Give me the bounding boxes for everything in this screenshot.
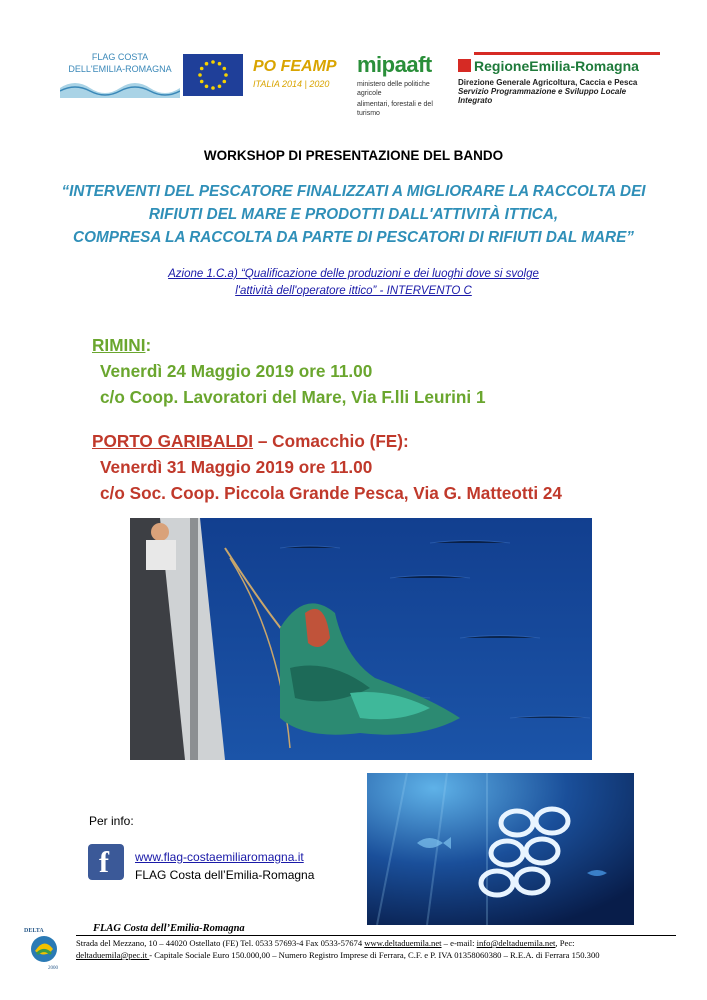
flag-name: FLAG Costa dell’Emilia-Romagna xyxy=(135,868,315,882)
rer-red-bar xyxy=(474,52,660,55)
wave-icon xyxy=(60,76,180,98)
azione-subtitle xyxy=(0,266,707,300)
event-rimini xyxy=(92,332,486,410)
bando-line1: “INTERVENTI DEL PESCATORE FINALIZZATI A MIGLIORARE LA RACCOLTA DEI xyxy=(61,183,646,200)
bando-line3: COMPRESA LA RACCOLTA DA PARTE DI PESCATORI DI RIFIUTI DAL MARE” xyxy=(73,229,634,246)
svg-text:DELTA: DELTA xyxy=(24,928,44,934)
flag-logo-line2: DELL'EMILIA-ROMAGNA xyxy=(68,64,172,74)
logo-bar xyxy=(60,44,660,117)
event-city: RIMINI xyxy=(92,335,146,355)
svg-text:2000: 2000 xyxy=(48,966,58,971)
feamp-title: PO FEAMP xyxy=(253,58,337,75)
event-place: c/o Coop. Lavoratori del Mare, Via F.lli Leurini 1 xyxy=(100,387,486,407)
azione-line1: Azione 1.C.a) “Qualificazione delle produzioni e dei luoghi dove si svolge xyxy=(168,268,539,280)
flag-costa-logo xyxy=(60,50,180,100)
eu-flag-icon xyxy=(183,54,243,96)
event-date: Venerdì 31 Maggio 2019 ore 11.00 xyxy=(100,457,373,477)
event-city-suffix: : xyxy=(145,335,152,355)
bando-line2: RIFIUTI DEL MARE E PRODOTTI DALL'ATTIVITÀ ITTICA, xyxy=(148,206,559,223)
event-place: c/o Soc. Coop. Piccola Grande Pesca, Via G. Matteotti 24 xyxy=(100,483,562,503)
event-porto-garibaldi xyxy=(92,428,562,506)
rer-department: Direzione Generale Agricoltura, Caccia e Pesca xyxy=(458,78,638,87)
event-date: Venerdì 24 Maggio 2019 ore 11.00 xyxy=(100,361,373,381)
footer-divider xyxy=(76,935,676,936)
rer-square-icon xyxy=(458,59,471,72)
mipaaft-sub1: ministero delle politiche agricole xyxy=(357,81,430,97)
footer-address: Strada del Mezzano, 10 – 44020 Ostellato (FE) Tel. 0533 57693-4 Fax 0533-57674 www.deltaduemila.net – e-mail: info@deltaduemila.net, Pec: deltaduemila@pec.it - Capitale Sociale Euro 150.000,00 – Numero Registro Imprese di Ferrara, C.F. e P. IVA 01358060380 – R.E.A. di Ferrara 150.300 xyxy=(76,938,600,960)
plastic-ring-underwater-photo xyxy=(367,773,634,925)
facebook-icon[interactable] xyxy=(88,844,124,880)
feamp-subtitle: ITALIA 2014 | 2020 xyxy=(253,79,330,89)
footer-title: FLAG Costa dell’Emilia-Romagna xyxy=(93,923,245,934)
footer-website-link[interactable]: www.deltaduemila.net xyxy=(364,938,442,948)
regione-emilia-romagna-logo xyxy=(458,52,660,114)
workshop-title: WORKSHOP DI PRESENTAZIONE DEL BANDO xyxy=(203,148,504,163)
rer-name: RegioneEmilia-Romagna xyxy=(474,58,639,74)
facebook-glyph: f xyxy=(99,846,109,879)
rer-service: Servizio Programmazione e Sviluppo Locale Integrato xyxy=(458,87,627,105)
mipaaft-logo xyxy=(357,52,452,117)
bando-title xyxy=(0,180,707,249)
azione-line2: l'attività dell'operatore ittico” - INTERVENTO C xyxy=(235,285,472,297)
event-city: PORTO GARIBALDI xyxy=(92,431,254,451)
po-feamp-logo xyxy=(253,58,348,98)
mipaaft-title: mipaaft xyxy=(357,52,432,77)
website-link[interactable]: www.flag-costaemiliaromagna.it xyxy=(135,850,304,864)
footer-email-link[interactable]: info@deltaduemila.net xyxy=(476,938,556,948)
event-city-suffix: – Comacchio (FE): xyxy=(253,431,409,451)
footer-pec-link[interactable]: deltaduemila@pec.it xyxy=(76,950,150,960)
info-label: Per info: xyxy=(89,814,134,828)
flag-logo-line1: FLAG COSTA xyxy=(91,52,149,62)
delta-2000-logo xyxy=(22,925,68,975)
mipaaft-sub2: alimentari, forestali e del turismo xyxy=(357,101,433,117)
fishing-net-photo xyxy=(130,518,592,760)
